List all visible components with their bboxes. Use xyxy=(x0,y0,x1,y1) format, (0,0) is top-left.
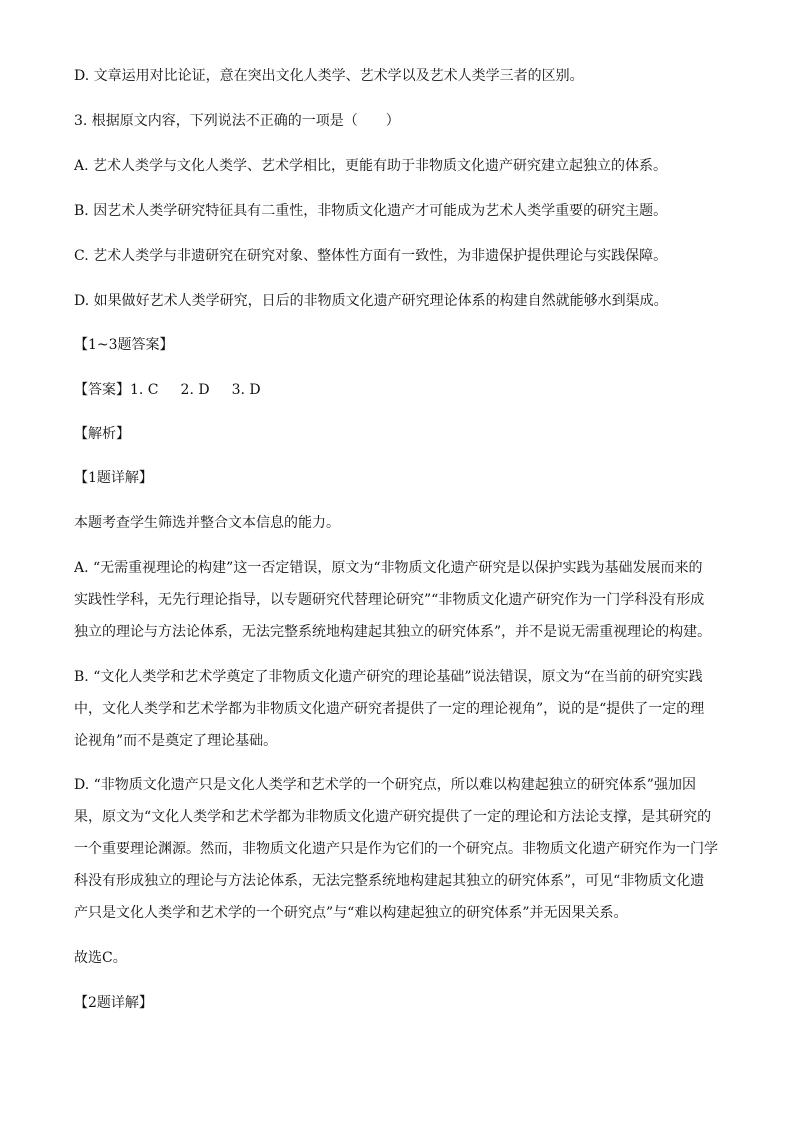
option-c-q3: C. 艺术人类学与非遗研究在研究对象、整体性方面有一致性，为非遗保护提供理论与实践保障。 xyxy=(74,248,668,264)
q1-a-analysis-line-2: 实践性学科，无先行理论指导，以专题研究代替理论研究”“非物质文化遗产研究作为一门学科没有形成 xyxy=(74,592,705,608)
q1-b-analysis-line-1: B. “文化人类学和艺术学奠定了非物质文化遗产研究的理论基础”说法错误，原文为“在当前的研究实践 xyxy=(74,669,703,685)
q2-detail-heading: 【2题详解】 xyxy=(74,995,153,1011)
answer-2: 2. D xyxy=(180,382,210,398)
q1-detail-heading: 【1题详解】 xyxy=(74,470,153,486)
question-3: 3. 根据原文内容，下列说法不正确的一项是（ ） xyxy=(74,113,400,129)
q1-d-analysis-line-1: D. “非物质文化遗产只是文化人类学和艺术学的一个研究点，所以难以构建起独立的研究体系”强加因 xyxy=(74,777,696,793)
q1-d-analysis-line-5: 产只是文化人类学和艺术学的一个研究点”与“难以构建起独立的研究体系”并无因果关系。 xyxy=(74,905,628,921)
answer-label: 【答案】 xyxy=(74,382,130,398)
q1-b-analysis-line-3: 论视角”而不是奠定了理论基础。 xyxy=(74,733,278,749)
q1-a-analysis-line-3: 独立的理论与方法论体系，无法完整系统地构建起其独立的研究体系”，并不是说无需重视理论的构建。 xyxy=(74,624,712,640)
answer-1: 1. C xyxy=(130,382,159,398)
q1-d-analysis-line-4: 科没有形成独立的理论与方法论体系，无法完整系统地构建起其独立的研究体系”，可见“非物质文化遗 xyxy=(74,873,705,889)
option-d-q3: D. 如果做好艺术人类学研究，日后的非物质文化遗产研究理论体系的构建自然就能够水到渠成。 xyxy=(74,293,668,309)
q1-d-analysis-line-2: 果，原文为“文化人类学和艺术学都为非物质文化遗产研究提供了一定的理论和方法论支撑，是其研究的 xyxy=(74,809,712,825)
analysis-heading: 【解析】 xyxy=(74,426,130,442)
q1-intro: 本题考查学生筛选并整合文本信息的能力。 xyxy=(74,515,340,531)
option-d-q2: D. 文章运用对比论证，意在突出文化人类学、艺术学以及艺术人类学三者的区别。 xyxy=(74,68,584,84)
q1-b-analysis-line-2: 中，文化人类学和艺术学都为非物质文化遗产研究者提供了一定的理论视角”，说的是“提供了一定的理 xyxy=(74,701,705,717)
q1-conclusion: 故选C。 xyxy=(74,950,127,966)
q1-a-analysis-line-1: A. “无需重视理论的构建”这一否定错误，原文为“非物质文化遗产研究是以保护实践为基础发展而来的 xyxy=(74,560,703,576)
option-a-q3: A. 艺术人类学与文化人类学、艺术学相比，更能有助于非物质文化遗产研究建立起独立的体系。 xyxy=(74,158,668,174)
answer-section-heading: 【1~3题答案】 xyxy=(74,337,174,353)
answer-line xyxy=(74,380,724,400)
q1-d-analysis-line-3: 一个重要理论渊源。然而，非物质文化遗产只是作为它们的一个研究点。非物质文化遗产研究作为一门学 xyxy=(74,841,718,857)
option-b-q3: B. 因艺术人类学研究特征具有二重性，非物质文化遗产才可能成为艺术人类学重要的研究主题。 xyxy=(74,203,668,219)
answer-3: 3. D xyxy=(231,382,261,398)
